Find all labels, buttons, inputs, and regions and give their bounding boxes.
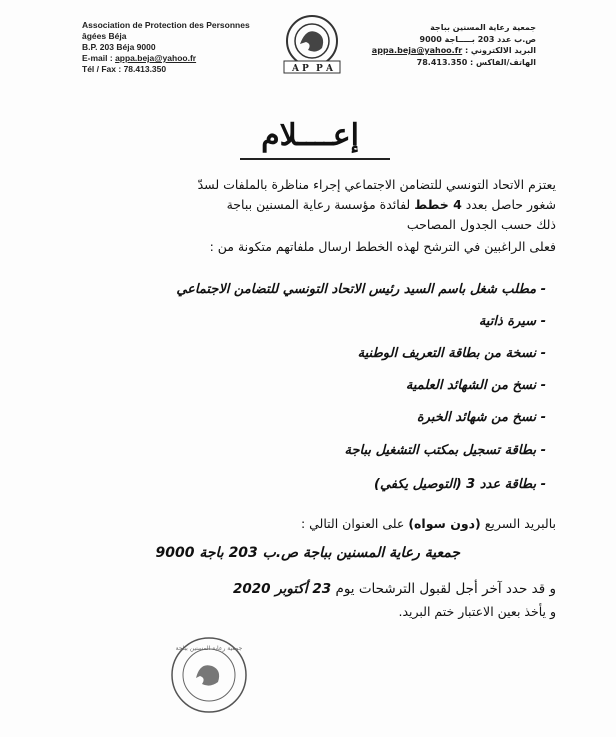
mail-instruction-start: بالبريد السريع <box>480 516 556 531</box>
email-fr <box>82 53 282 64</box>
mailing-address: جمعية رعاية المسنين بباجة ص.ب 203 باجة 9000 <box>155 545 460 561</box>
email-label-fr: E-mail : <box>82 53 116 63</box>
body-line-3: ذلك حسب الجدول المصاحب <box>406 217 556 232</box>
list-item: - نسخة من بطاقة التعريف الوطنية <box>357 346 546 361</box>
list-item: - نسخ من شهائد الخبرة <box>416 410 546 425</box>
stamp-emblem <box>196 665 219 685</box>
email-ar <box>366 45 536 57</box>
list-item: - مطلب شغل باسم السيد رئيس الاتحاد التونسي للتضامن الاجتماعي <box>176 282 546 297</box>
notice-title: إعــــلام <box>261 118 359 153</box>
list-item: - بطاقة تسجيل بمكتب التشغيل بباجة <box>344 443 546 458</box>
association-name-ar: جمعية رعاية المسنين بباجة <box>430 23 536 32</box>
logo-letter-4: A <box>326 64 333 74</box>
phone-ar: الهاتف/الفاكس : 78.413.350 <box>416 57 536 67</box>
phone-fr: Tél / Fax : 78.413.350 <box>82 64 167 74</box>
body-line-2-start: شغور حاصل بعدد <box>461 197 556 212</box>
deadline-line <box>96 580 556 598</box>
positions-count: 4 خطط <box>414 197 462 212</box>
email-label-ar: البريد الالكتروني : <box>462 46 536 55</box>
body-line-4: فعلى الراغبين في الترشح لهذه الخطط ارسال ملفاتهم متكونة من : <box>209 239 556 254</box>
mail-instruction-end: على العنوان التالي : <box>300 516 409 531</box>
mail-instruction <box>96 515 556 533</box>
list-item: - سيرة ذاتية <box>478 314 546 329</box>
list-item: - نسخ من الشهائد العلمية <box>405 378 546 393</box>
list-item: - بطاقة عدد 3 (التوصيل يكفي) <box>374 477 546 492</box>
logo-letter-2: P <box>302 64 309 74</box>
body-line-2 <box>96 196 556 214</box>
logo-letter-3: P <box>316 64 323 74</box>
po-box-fr: B.P. 203 Béja 9000 <box>82 42 156 52</box>
logo-letter-1: A <box>292 64 299 74</box>
postmark-note: و يأخذ بعين الاعتبار ختم البريد. <box>398 604 556 619</box>
title-underline <box>240 158 390 160</box>
association-name-fr: Association de Protection des Personnes <box>82 20 250 30</box>
association-city-fr: âgées Béja <box>82 31 127 41</box>
official-stamp <box>170 636 248 714</box>
deadline-date: 23 أكتوبر 2020 <box>232 581 332 597</box>
email-value-fr: appa.beja@yahoo.fr <box>115 53 197 63</box>
logo-emblem <box>300 31 323 51</box>
body-line-1: يعتزم الاتحاد التونسي للتضامن الاجتماعي إجراء مناظرة بالملفات لسدّ <box>197 177 556 192</box>
mail-instruction-bold: (دون سواه) <box>408 516 481 531</box>
header-right-arabic <box>366 22 536 68</box>
header-left-french <box>82 20 282 75</box>
email-value-ar: appa.beja@yahoo.fr <box>371 46 463 55</box>
deadline-start: و قد حدد آخر أجل لقبول الترشحات يوم <box>331 581 556 597</box>
body-line-2-end: لفائدة مؤسسة رعاية المسنين بباجة <box>226 197 415 212</box>
association-logo <box>282 14 342 74</box>
po-box-ar: ص.ب عدد 203 بـــــاجة 9000 <box>419 34 536 44</box>
stamp-text: جمعية رعاية المسنين بباجة <box>175 645 243 652</box>
